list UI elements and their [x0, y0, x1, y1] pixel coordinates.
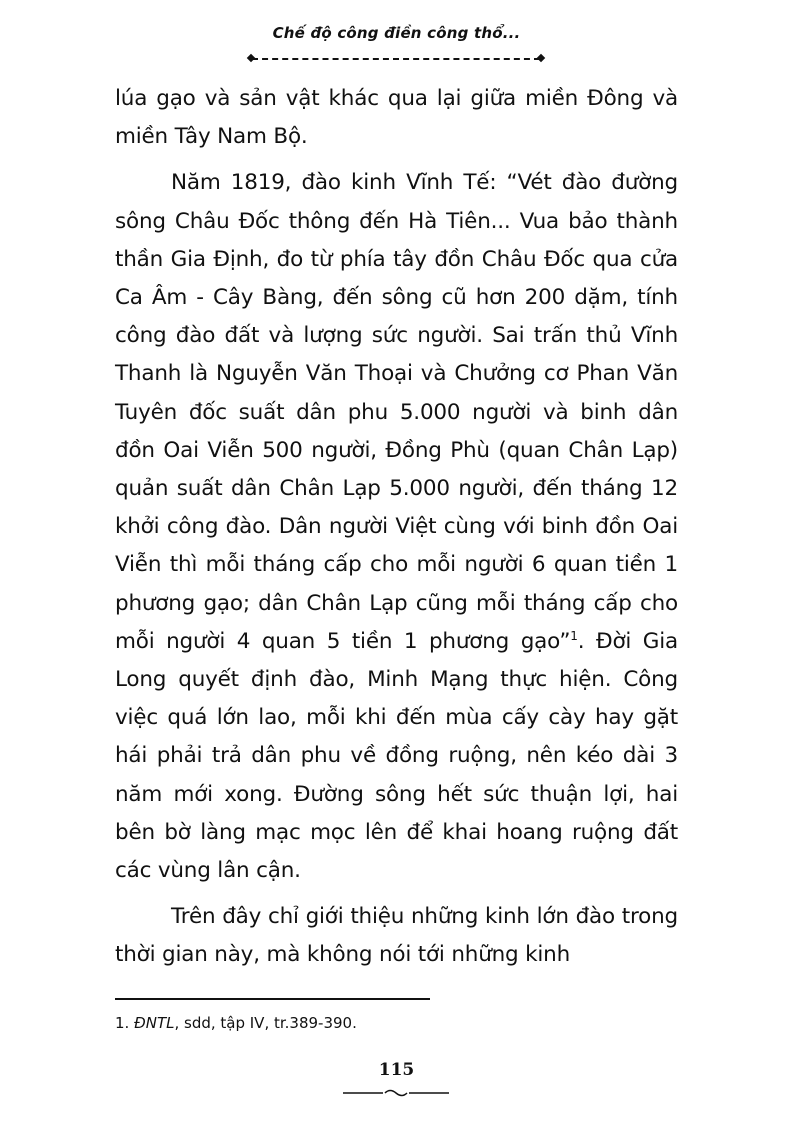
- header-dashed-rule: [252, 58, 540, 60]
- footnote-details: , sdd, tập IV, tr.389-390.: [174, 1014, 357, 1032]
- footnote-reference: 1: [570, 628, 578, 643]
- paragraph-text: Năm 1819, đào kinh Vĩnh Tế: “Vét đào đường sông Châu Đốc thông đến Hà Tiên... Vua bảo thành thần Gia Định, đo từ phía tây đồn Châu Đốc qua cửa Ca Âm - Cây Bàng, đến sông cũ hơn 200 dặm, tính công đào đất và lượng sức người. Sai trấn thủ Vĩnh Thanh là Nguyễn Văn Thoại và Chưởng cơ Phan Văn Tuyên đốc suất dân phu 5.000 người và binh dân đồn Oai Viễn 500 người, Đồng Phù (quan Chân Lạp) quản suất dân Chân Lạp 5.000 người, đến tháng 12 khởi công đào. Dân người Việt cùng với binh đồn Oai Viễn thì mỗi tháng cấp cho mỗi người 6 quan tiền 1 phương gạo; dân Chân Lạp cũng mỗi tháng cấp cho mỗi người 4 quan 5 tiền 1 phương gạo”: [115, 170, 678, 654]
- footnote-rule: [115, 998, 430, 1000]
- page-number-ornament: [343, 1088, 449, 1098]
- footnote: [115, 1014, 675, 1032]
- paragraph: Trên đây chỉ giới thiệu những kinh lớn đào trong thời gian này, mà không nói tới những kinh: [115, 904, 678, 968]
- footnote-number: 1.: [115, 1014, 130, 1032]
- running-header: [0, 24, 793, 43]
- footnote-source: ĐNTL: [134, 1014, 175, 1032]
- paragraph: Năm 1819, đào kinh Vĩnh Tế: “Vét đào đường sông Châu Đốc thông đến Hà Tiên... Vua bảo thành thần Gia Định, đo từ phía tây đồn Châu Đốc qua cửa Ca Âm - Cây Bàng, đến sông cũ hơn 200 dặm, tính công đào đất và lượng sức người. Sai trấn thủ Vĩnh Thanh là Nguyễn Văn Thoại và Chưởng cơ Phan Văn Tuyên đốc suất dân phu 5.000 người và binh dân đồn Oai Viễn 500 người, Đồng Phù (quan Chân Lạp) quản suất dân Chân Lạp 5.000 người, đến tháng 12 khởi công đào. Dân người Việt cùng với binh đồn Oai Viễn thì mỗi tháng cấp cho mỗi người 6 quan tiền 1 phương gạo; dân Chân Lạp cũng mỗi tháng cấp cho mỗi người 4 quan 5 tiền 1 phương gạo”$^1$. Đời Gia Long quyết định đào, Minh Mạng thực hiện. Công việc quá lớn lao, mỗi khi đến mùa cấy cày hay gặt hái phải trả dân phu về đồng ruộng, nên kéo dài 3 năm mới xong. Đường sông hết sức thuận lợi, hai bên bờ làng mạc mọc lên để khai hoang ruộng đất các vùng lân cận.: [115, 170, 679, 884]
- paragraph-text: Đời Gia Long quyết định đào, Minh Mạng thực hiện. Công việc quá lớn lao, mỗi khi đến mùa cấy cày hay gặt hái phải trả dân phu về đồng ruộng, nên kéo dài 3 năm mới xong. Đường sông hết sức thuận lợi, hai bên bờ làng mạc mọc lên để khai hoang ruộng đất các vùng lân cận.: [115, 628, 679, 884]
- body-text: [115, 80, 678, 975]
- page-number: 115: [378, 1060, 415, 1080]
- paragraph: lúa gạo và sản vật khác qua lại giữa miền Đông và miền Tây Nam Bộ.: [115, 86, 678, 150]
- running-title: Chế độ công điền công thổ...: [272, 24, 521, 42]
